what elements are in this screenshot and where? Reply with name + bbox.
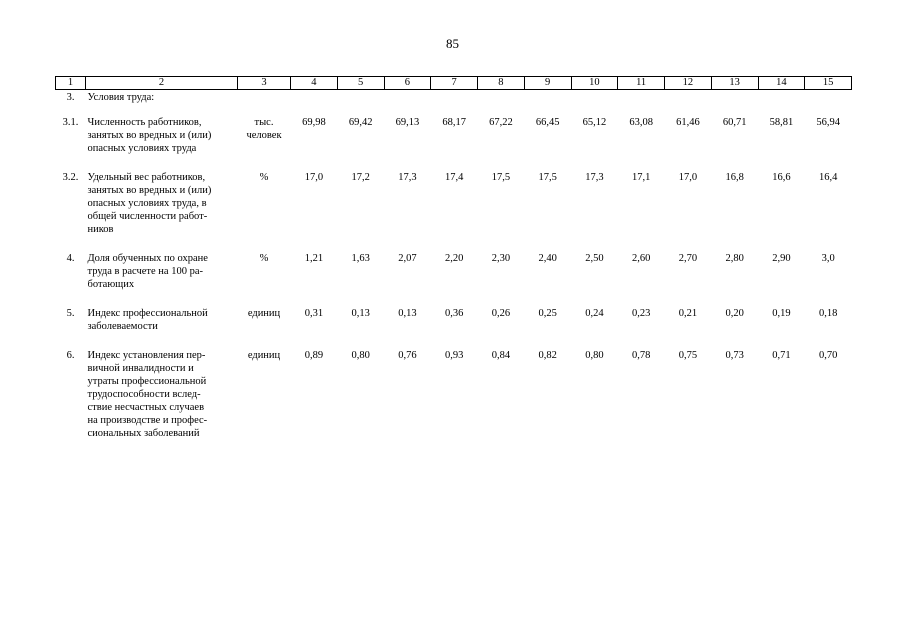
value-cell: 69,98: [302, 117, 326, 128]
value-cell: 0,21: [678, 308, 698, 319]
value-cell: 2,40: [538, 253, 557, 264]
row-label: Индекс установления пер- вичной инвалидности и утраты профессиональной трудоспособности вслед- ствие несчастных случаев на производстве и профес- сиональных заболеваний: [87, 350, 208, 439]
value-cell: 69,42: [348, 117, 373, 128]
header-cell: 8: [478, 77, 525, 90]
value-cell: 69,13: [395, 117, 420, 128]
value-cell: 0,31: [304, 308, 324, 319]
value-cell: 0,24: [585, 308, 604, 319]
table-row: [56, 116, 852, 171]
value-cell: 0,76: [398, 350, 417, 361]
value-cell: 17,5: [538, 172, 557, 183]
row-label: Индекс профессиональной заболеваемости: [87, 308, 208, 332]
value-cell: 66,45: [535, 117, 560, 128]
value-cell: 1,63: [351, 253, 370, 264]
row-unit: %: [259, 172, 269, 183]
value-cell: 68,17: [442, 117, 466, 128]
value-cell: 0,84: [491, 350, 511, 361]
value-cell: 0,78: [631, 350, 651, 361]
value-cell: 0,18: [818, 308, 838, 319]
value-cell: 1,21: [304, 253, 324, 264]
value-cell: 17,0: [304, 172, 324, 183]
value-cell: 60,71: [722, 117, 747, 128]
value-cell: 2,20: [444, 253, 464, 264]
value-cell: 0,82: [538, 350, 557, 361]
header-cell: 10: [571, 77, 618, 90]
value-cell: 0,80: [351, 350, 370, 361]
header-cell: 11: [618, 77, 665, 90]
value-cell: 0,13: [398, 308, 417, 319]
header-cell: 5: [337, 77, 384, 90]
value-cell: 67,22: [489, 117, 513, 128]
row-unit: тыс. человек: [246, 117, 282, 141]
header-cell: 12: [665, 77, 712, 90]
value-cell: 58,81: [769, 117, 794, 128]
value-cell: 16,4: [818, 172, 838, 183]
value-cell: 17,2: [351, 172, 370, 183]
value-cell: 17,5: [491, 172, 511, 183]
value-cell: 16,6: [772, 172, 791, 183]
row-unit: %: [259, 253, 269, 264]
value-cell: 56,94: [816, 117, 840, 128]
value-cell: 2,50: [585, 253, 604, 264]
page-number: 85: [446, 36, 459, 51]
header-cell: 3: [238, 77, 291, 90]
value-cell: 0,26: [491, 308, 511, 319]
value-cell: 2,07: [398, 253, 417, 264]
header-cell: 1: [56, 77, 86, 90]
header-cell: 13: [711, 77, 758, 90]
header-cell: 14: [758, 77, 805, 90]
value-cell: 2,30: [491, 253, 511, 264]
value-cell: 0,71: [772, 350, 791, 361]
value-cell: 17,4: [444, 172, 464, 183]
table-row: [56, 171, 852, 252]
table-body: [56, 90, 852, 457]
table-row: [56, 307, 852, 349]
row-label: Удельный вес работников, занятых во вредных и (или) опасных условиях труда, в общей численности работ- ников: [87, 172, 212, 235]
row-unit: единиц: [247, 350, 281, 361]
row-number: 4.: [66, 253, 75, 264]
header-cell: 15: [805, 77, 852, 90]
value-cell: 16,8: [725, 172, 744, 183]
value-cell: 0,75: [678, 350, 698, 361]
table-row: [56, 349, 852, 456]
row-number: 3.1.: [62, 117, 79, 128]
value-cell: 63,08: [629, 117, 653, 128]
header-cell: 6: [384, 77, 431, 90]
header-cell: 4: [291, 77, 338, 90]
value-cell: 2,60: [631, 253, 651, 264]
section-title: Условия труда:: [87, 92, 155, 103]
value-cell: 17,3: [585, 172, 604, 183]
value-cell: 2,70: [678, 253, 698, 264]
value-cell: 0,73: [725, 350, 744, 361]
row-number: 5.: [66, 308, 75, 319]
value-cell: 17,0: [678, 172, 698, 183]
header-row: [56, 77, 852, 90]
value-cell: 0,70: [818, 350, 838, 361]
value-cell: 65,12: [582, 117, 607, 128]
header-cell: 7: [431, 77, 478, 90]
table-header: [56, 77, 852, 90]
row-label: Доля обученных по охране труда в расчете на 100 ра- ботающих: [87, 253, 208, 290]
value-cell: 17,3: [398, 172, 417, 183]
value-cell: 0,20: [725, 308, 744, 319]
value-cell: 0,25: [538, 308, 557, 319]
row-unit: единиц: [247, 308, 281, 319]
value-cell: 0,19: [772, 308, 791, 319]
row-number: 3.2.: [62, 172, 79, 183]
header-cell: 9: [524, 77, 571, 90]
value-cell: 0,23: [631, 308, 651, 319]
value-cell: 0,36: [444, 308, 464, 319]
value-cell: 3,0: [821, 253, 835, 264]
value-cell: 0,80: [585, 350, 604, 361]
value-cell: 17,1: [631, 172, 651, 183]
value-cell: 2,90: [772, 253, 791, 264]
value-cell: 0,89: [304, 350, 324, 361]
row-number: 6.: [66, 350, 75, 361]
value-cell: 2,80: [725, 253, 744, 264]
header-cell: 2: [86, 77, 238, 90]
indicators-table: [55, 76, 852, 456]
value-cell: 61,46: [676, 117, 700, 128]
value-cell: 0,13: [351, 308, 370, 319]
row-label: Численность работников, занятых во вредных и (или) опасных условиях труда: [87, 117, 212, 154]
section-row: [56, 90, 852, 117]
table-row: [56, 252, 852, 307]
value-cell: 0,93: [444, 350, 464, 361]
section-number: 3.: [66, 92, 75, 103]
